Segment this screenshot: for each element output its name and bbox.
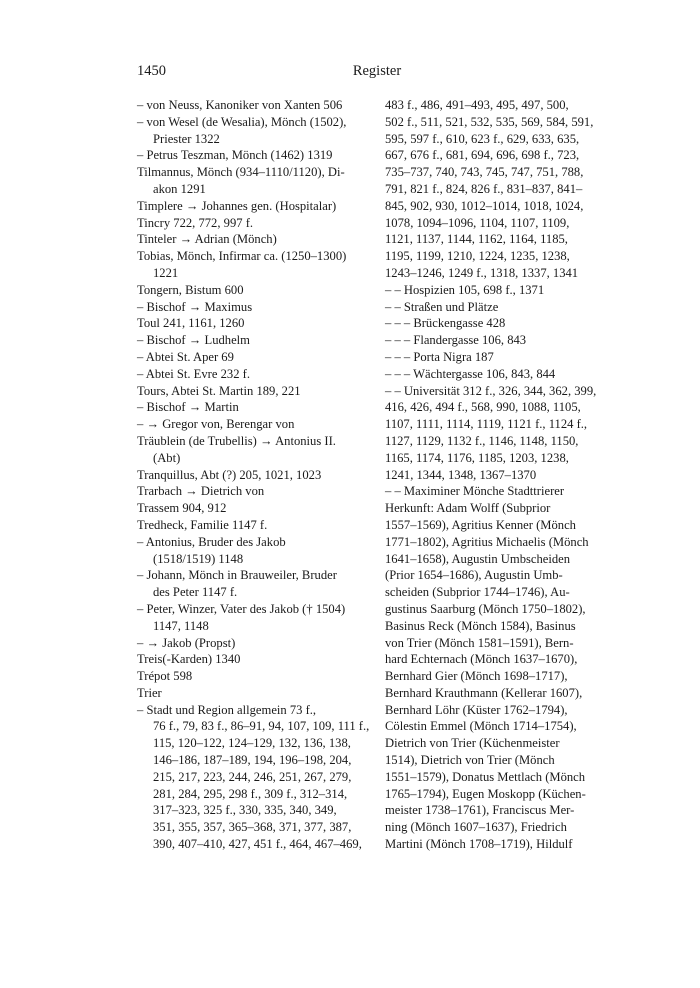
index-entry-continuation: akon 1291 [153,181,206,196]
index-entry-continuation: 115, 120–122, 124–129, 132, 136, 138, [153,736,351,751]
index-entry [137,567,369,601]
index-entry-continuation: 595, 597 f., 610, 623 f., 629, 633, 635, [385,131,580,146]
index-entry-text: – Abtei St. Aper 69 [137,349,234,364]
index-entry-continuation: hard Echternach (Mönch 1637–1670), [385,652,578,667]
index-entry-continuation: 351, 355, 357, 365–368, 371, 377, 387, [153,820,352,835]
index-entry-text: – Antonius, Bruder des Jakob [137,534,286,549]
index-entry-text: Tredheck, Familie 1147 f. [137,517,268,532]
index-entry-text: Treis(-Karden) 1340 [137,652,241,667]
index-entry-continuation: scheiden (Subprior 1744–1746), Au- [385,585,570,600]
index-entry-continuation: 76 f., 79, 83 f., 86–91, 94, 107, 109, 111 f., [153,719,370,734]
index-entry-continuation: des Peter 1147 f. [153,585,238,600]
index-entry-text: Tincry 722, 772, 997 f. [137,215,254,230]
index-entry [137,248,369,282]
index-entry [137,299,369,316]
index-entry-text: Toul 241, 1161, 1260 [137,316,245,331]
index-column-left [137,97,369,853]
index-entry [137,685,369,702]
index-entry-continuation: 1241, 1344, 1348, 1367–1370 [385,467,537,482]
index-entry-text: Tranquillus, Abt (?) 205, 1021, 1023 [137,467,322,482]
index-entry-continuation: Priester 1322 [153,131,220,146]
index-entry-text: – – – Porta Nigra 187 [385,349,494,364]
index-entry-text: – Petrus Teszman, Mönch (1462) 1319 [137,148,333,163]
index-entry-text: – von Neuss, Kanoniker von Xanten 506 [137,98,343,112]
index-entry [137,282,369,299]
index-entry-continuation: 1243–1246, 1249 f., 1318, 1337, 1341 [385,265,579,280]
index-entry-text: – – Straßen und Plätze [385,299,499,314]
index-entry [137,517,369,534]
index-entry [137,483,369,500]
index-entry-text: – → Gregor von, Berengar von [137,417,295,432]
index-entry-continuation: 1557–1569), Agritius Kenner (Mönch [385,517,576,532]
index-entry-text: Tongern, Bistum 600 [137,282,244,297]
index-entry [137,534,369,568]
index-entry [137,500,369,517]
index-entry [385,483,617,853]
index-entry-continuation: 1127, 1129, 1132 f., 1146, 1148, 1150, [385,433,579,448]
index-entry [137,467,369,484]
index-entry [137,114,369,148]
index-entry-continuation: Cölestin Emmel (Mönch 1714–1754), [385,719,577,734]
index-entry-text: – Bischof → Maximus [137,299,253,314]
index-entry-continuation: 1165, 1174, 1176, 1185, 1203, 1238, [385,450,569,465]
index-entry-continuation: 1765–1794), Eugen Moskopp (Küchen- [385,786,586,801]
index-entry-text: – Stadt und Region allgemein 73 f., [137,702,317,717]
index-entry [385,366,617,383]
index-entry-continuation: ning (Mönch 1607–1637), Friedrich [385,820,567,835]
index-entry-continuation: (1518/1519) 1148 [153,551,244,566]
index-entry [137,399,369,416]
index-entry [137,601,369,635]
index-entry-continuation: von Trier (Mönch 1581–1591), Bern- [385,635,574,650]
index-entry-text: – – Hospizien 105, 698 f., 1371 [385,282,545,297]
index-entry-text: Trépot 598 [137,669,193,684]
index-entry-continuation: (Abt) [153,450,181,465]
index-entry [137,635,369,652]
index-entry-text: Tinteler → Adrian (Mönch) [137,232,277,247]
index-entry-text: Timplere → Johannes gen. (Hospitalar) [137,198,337,213]
index-entry-continuation: 390, 407–410, 427, 451 f., 464, 467–469, [153,837,362,852]
index-entry-text: – – – Flandergasse 106, 843 [385,333,527,348]
index-entry [385,315,617,332]
index-entry [385,383,617,484]
index-entry-continuation: 146–186, 187–189, 194, 196–198, 204, [153,753,352,768]
index-entry [137,416,369,433]
index-entry-continuation: 1147, 1148 [153,618,209,633]
index-entry [137,383,369,400]
index-entry-continuation: 1221 [153,265,179,280]
index-entry-text: – Abtei St. Evre 232 f. [137,366,250,381]
index-entry-text: – von Wesel (de Wesalia), Mönch (1502), [137,114,347,129]
index-entry-continuation: Martini (Mönch 1708–1719), Hildulf [385,837,573,852]
index-entry [137,651,369,668]
index-entry-continuation: Basinus Reck (Mönch 1584), Basinus [385,618,576,633]
index-entry [385,349,617,366]
index-entry-continuation: 281, 284, 295, 298 f., 309 f., 312–314, [153,786,348,801]
index-entry-text: Tours, Abtei St. Martin 189, 221 [137,383,301,398]
index-entry [385,299,617,316]
index-entry-continuation: 1514), Dietrich von Trier (Mönch [385,753,555,768]
index-entry [137,231,369,248]
index-entry [137,164,369,198]
index-entry-continuation: 502 f., 511, 521, 532, 535, 569, 584, 591, [385,114,594,129]
page-number: 1450 [137,63,166,79]
index-entry-continuation: 1641–1658), Augustin Umbscheiden [385,551,571,566]
index-entry-continuation: 1195, 1199, 1210, 1224, 1235, 1238, [385,249,570,264]
index-entry-continuation: 1771–1802), Agritius Michaelis (Mönch [385,534,589,549]
index-entry-text: Träublein (de Trubellis) → Antonius II. [137,433,336,448]
index-entry-text: Trier [137,685,162,700]
index-entry-text: – → Jakob (Propst) [137,635,236,650]
index-entry [137,315,369,332]
index-entry-continuation: 791, 821 f., 824, 826 f., 831–837, 841– [385,181,583,196]
index-entry [137,97,369,114]
index-entry-continuation: 735–737, 740, 743, 745, 747, 751, 788, [385,165,584,180]
index-entry-text: Tilmannus, Mönch (934–1110/1120), Di- [137,165,345,180]
index-entry-text: Tobias, Mönch, Infirmar ca. (1250–1300) [137,249,347,264]
index-entry-continuation: gustinus Saarburg (Mönch 1750–1802), [385,601,586,616]
index-entry-text: Trarbach → Dietrich von [137,484,265,499]
index-entry [385,332,617,349]
index-entry-text: – – – Brückengasse 428 [385,316,506,331]
index-entry-continuation: Bernhard Gier (Mönch 1698–1717), [385,669,568,684]
index-entry-continuation: 1078, 1094–1096, 1104, 1107, 1109, [385,215,570,230]
index-entry [385,282,617,299]
index-entry-text: – Johann, Mönch in Brauweiler, Bruder [137,568,337,583]
index-entry-text: – Bischof → Martin [137,400,239,415]
index-column-right [385,97,617,853]
index-entry-text: – Peter, Winzer, Vater des Jakob († 1504) [137,601,346,616]
page-header [137,63,617,83]
index-entry [137,147,369,164]
index-entry-continuation: 1121, 1137, 1144, 1162, 1164, 1185, [385,232,568,247]
index-entry [137,198,369,215]
index-entry-continuation: Bernhard Krauthmann (Kellerar 1607), [385,685,583,700]
index-entry-continuation: 317–323, 325 f., 330, 335, 340, 349, [153,803,337,818]
index-entry [137,349,369,366]
index-entry [137,332,369,349]
index-entry-continuation: Dietrich von Trier (Küchenmeister [385,736,560,751]
index-entry-continuation: 845, 902, 930, 1012–1014, 1018, 1024, [385,198,584,213]
index-entry-text: Trassem 904, 912 [137,501,227,516]
index-entry-continuation: meister 1738–1761), Franciscus Mer- [385,803,575,818]
index-entry [137,215,369,232]
index-entry-continuation: 1107, 1111, 1114, 1119, 1121 f., 1124 f., [385,417,588,432]
index-entry-continuation: (Prior 1654–1686), Augustin Umb- [385,568,563,583]
index-entry [137,702,369,853]
index-entry-text: – Bischof → Ludhelm [137,333,250,348]
index-entry-continuation: 416, 426, 494 f., 568, 990, 1088, 1105, [385,400,581,415]
index-entry [137,668,369,685]
index-entry [385,97,617,282]
index-entry-continuation: 1551–1579), Donatus Mettlach (Mönch [385,769,586,784]
index-entry [137,433,369,467]
index-entry [137,366,369,383]
index-entry-continuation: 215, 217, 223, 244, 246, 251, 267, 279, [153,769,352,784]
index-entry-continuation: 667, 676 f., 681, 694, 696, 698 f., 723, [385,148,580,163]
index-entry-text: – – Universität 312 f., 326, 344, 362, 399, [385,383,597,398]
index-entry-continuation: Herkunft: Adam Wolff (Subprior [385,501,551,516]
index-entry-continuation: Bernhard Löhr (Küster 1762–1794), [385,702,568,717]
running-head: Register [352,63,402,79]
index-entry-text: – – – Wächtergasse 106, 843, 844 [385,366,556,381]
index-entry-text: – – Maximiner Mönche Stadttrierer [385,484,565,499]
index-entry-text: 483 f., 486, 491–493, 495, 497, 500, [385,98,569,112]
